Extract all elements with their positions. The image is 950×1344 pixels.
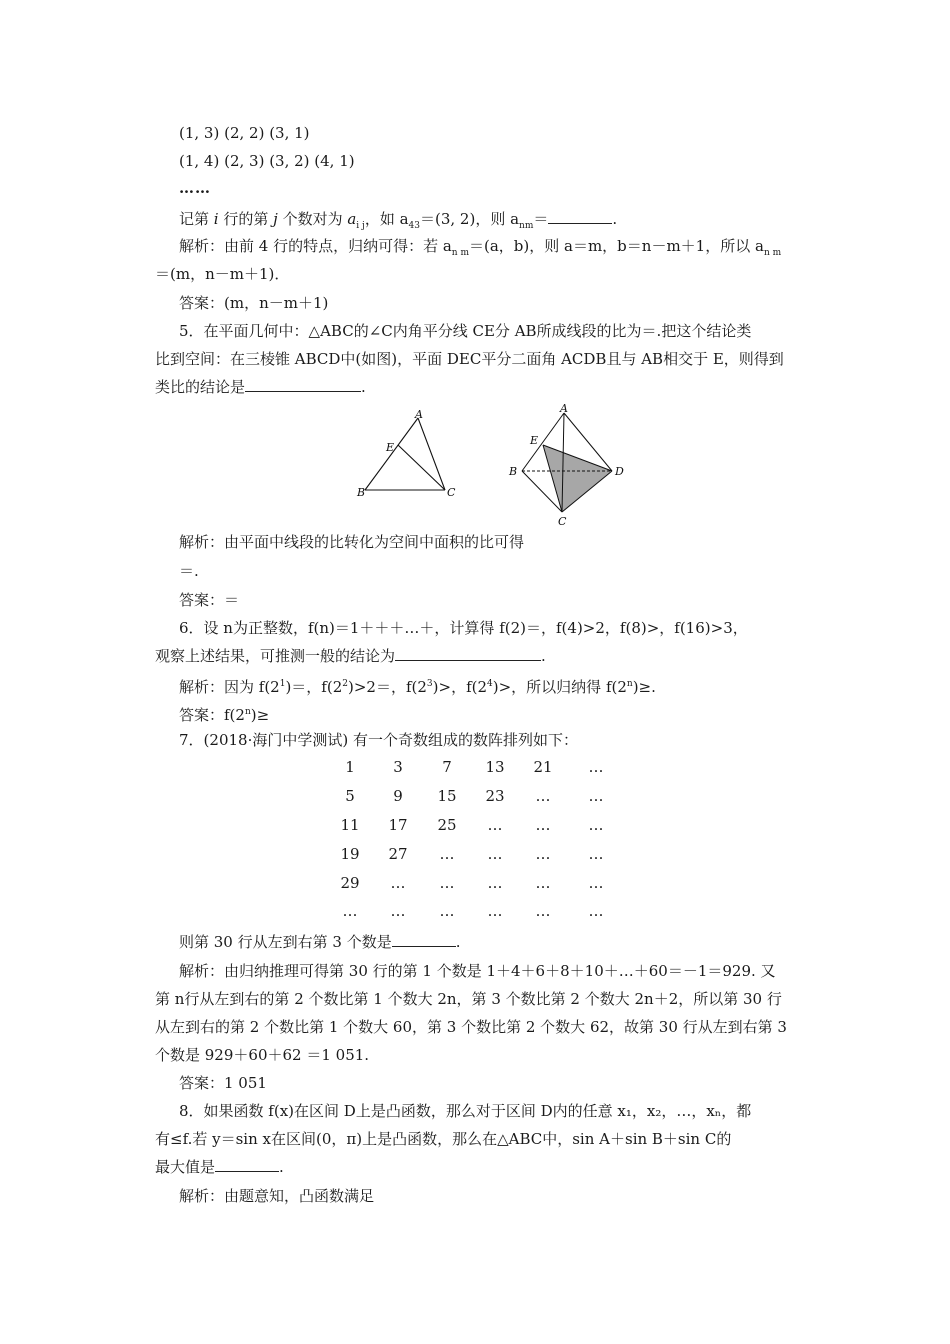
label-a: A	[415, 408, 423, 421]
edge-ab	[365, 418, 418, 490]
plane-dec	[543, 445, 612, 512]
matrix-cell: …	[588, 902, 604, 920]
matrix-cell: 1	[345, 758, 355, 776]
q8-answer-blank[interactable]	[215, 1157, 279, 1172]
matrix-cell: …	[588, 816, 604, 834]
matrix-cell: …	[439, 845, 455, 863]
q7-intro: 7．(2018·海门中学测试) 有一个奇数组成的数阵排列如下：	[179, 731, 578, 749]
matrix-cell: 19	[340, 845, 360, 863]
label-b: B	[509, 465, 518, 478]
matrix-cell: …	[487, 902, 503, 920]
matrix-cell: …	[487, 845, 503, 863]
q6-line2: 观察上述结果，可推测一般的结论为 .	[155, 647, 546, 665]
matrix-cell: …	[439, 874, 455, 892]
tetrahedron-figure	[502, 400, 632, 528]
matrix-cell: …	[390, 874, 406, 892]
label-b: B	[357, 486, 366, 499]
label-a: A	[560, 402, 568, 415]
q4-solution-line1: 解析：由前 4 行的特点，归纳可得：若 $a_{n m}=(a$，b)，则 a＝m，b＝n－m＋1，所以 $a_{n m}$	[179, 237, 782, 258]
matrix-cell: …	[588, 758, 604, 776]
label-e: E	[530, 434, 539, 447]
matrix-cell: 5	[345, 787, 355, 805]
q7-solution-line1: 解析：由归纳推理可得第 30 行的第 1 个数是 1＋4＋6＋8＋10＋…＋60＝－1＝929. 又	[179, 962, 776, 980]
q8-line2: 有≤f.若 y＝sin x在区间(0，π)上是凸函数，那么在△ABC中，sin A＋sin B＋sin C的	[155, 1130, 732, 1148]
q5-line2: 比到空间：在三棱锥 ABCD中(如图)，平面 DEC平分二面角 ACDB且与 AB相交于 E，则得到	[155, 350, 784, 368]
matrix-cell: …	[535, 787, 551, 805]
matrix-cell: 3	[393, 758, 403, 776]
matrix-cell: …	[535, 845, 551, 863]
matrix-cell: 17	[388, 816, 408, 834]
matrix-cell: 9	[393, 787, 403, 805]
matrix-cell: …	[588, 845, 604, 863]
label-c: C	[447, 486, 456, 499]
q6-answer-blank[interactable]	[395, 646, 541, 661]
matrix-cell: …	[588, 874, 604, 892]
matrix-cell: …	[487, 816, 503, 834]
matrix-cell: …	[487, 874, 503, 892]
triangle-figure	[355, 408, 470, 500]
pairs-ellipsis: ……	[179, 179, 211, 197]
matrix-cell: …	[535, 902, 551, 920]
q4-answer-blank[interactable]	[548, 209, 612, 224]
matrix-cell: 27	[388, 845, 408, 863]
pairs-row-4: (1, 4) (2, 3) (3, 2) (4, 1)	[179, 152, 355, 170]
matrix-cell: 29	[340, 874, 360, 892]
edge-ac	[418, 418, 445, 490]
matrix-cell: …	[535, 816, 551, 834]
q4-stem: 记第 i 行的第 j 个数对为 $a_{i j}$，如 $a_{43}=(3$, 2)，则 $a_{nm}=$ .	[179, 210, 618, 231]
q5-answer-blank[interactable]	[245, 377, 361, 392]
q8-line3: 最大值是 .	[155, 1158, 284, 1176]
q6-line1: 6．设 n为正整数，f(n)＝1＋＋＋…＋，计算得 f(2)＝，f(4)>2，f(8)>，f(16)>3，	[179, 619, 748, 637]
q5-solution-line2: ＝.	[179, 562, 199, 580]
label-c: C	[558, 515, 567, 528]
q5-solution-line1: 解析：由平面中线段的比转化为空间中面积的比可得	[179, 533, 525, 551]
q6-answer: 答案：$f(2^n)\ge$	[179, 706, 270, 724]
bisector-ce	[398, 445, 445, 490]
q7-answer-blank[interactable]	[392, 932, 456, 947]
q7-solution-line3: 从左到右的第 2 个数比第 1 个数大 60，第 3 个数比第 2 个数大 62，故第 30 行从左到右第 3	[155, 1018, 787, 1036]
matrix-cell: 7	[442, 758, 452, 776]
matrix-cell: 25	[437, 816, 457, 834]
matrix-cell: …	[439, 902, 455, 920]
q5-answer: 答案：＝	[179, 591, 240, 609]
label-d: D	[615, 465, 624, 478]
matrix-cell: …	[390, 902, 406, 920]
matrix-cell: 15	[437, 787, 457, 805]
matrix-cell: 13	[485, 758, 505, 776]
matrix-cell: …	[588, 787, 604, 805]
q8-solution: 解析：由题意知，凸函数满足	[179, 1187, 375, 1205]
q7-question: 则第 30 行从左到右第 3 个数是 .	[179, 933, 461, 951]
q8-line1: 8．如果函数 f(x)在区间 D上是凸函数，那么对于区间 D内的任意 x₁，x₂，…，xₙ，都	[179, 1102, 752, 1120]
matrix-cell: 23	[485, 787, 505, 805]
q4-solution-line2: ＝(m，n－m＋1)．	[155, 265, 290, 283]
q5-line3: 类比的结论是 .	[155, 378, 366, 396]
q4-answer: 答案：(m，n－m＋1)	[179, 294, 329, 312]
q7-solution-line2: 第 n行从左到右的第 2 个数比第 1 个数大 2n，第 3 个数比第 2 个数大 2n＋2，所以第 30 行	[155, 990, 782, 1008]
label-e: E	[386, 441, 395, 454]
matrix-cell: 11	[340, 816, 360, 834]
matrix-cell: …	[535, 874, 551, 892]
q6-solution: 解析：因为 $f(2^1)=$，$f(2^2)>2=$，$f(2^3)>$，$f(2^4)>$，所以归纳得 $f(2^n)\ge$.	[179, 678, 656, 696]
matrix-cell: 21	[533, 758, 553, 776]
q7-solution-line4: 个数是 929＋60＋62 ＝1 051.	[155, 1046, 370, 1064]
matrix-cell: …	[342, 902, 358, 920]
pairs-row-3: (1, 3) (2, 2) (3, 1)	[179, 124, 310, 142]
q5-line1: 5．在平面几何中：△ABC的∠C内角平分线 CE分 AB所成线段的比为＝.把这个结论类	[179, 322, 752, 340]
q7-answer: 答案：1 051	[179, 1074, 267, 1092]
